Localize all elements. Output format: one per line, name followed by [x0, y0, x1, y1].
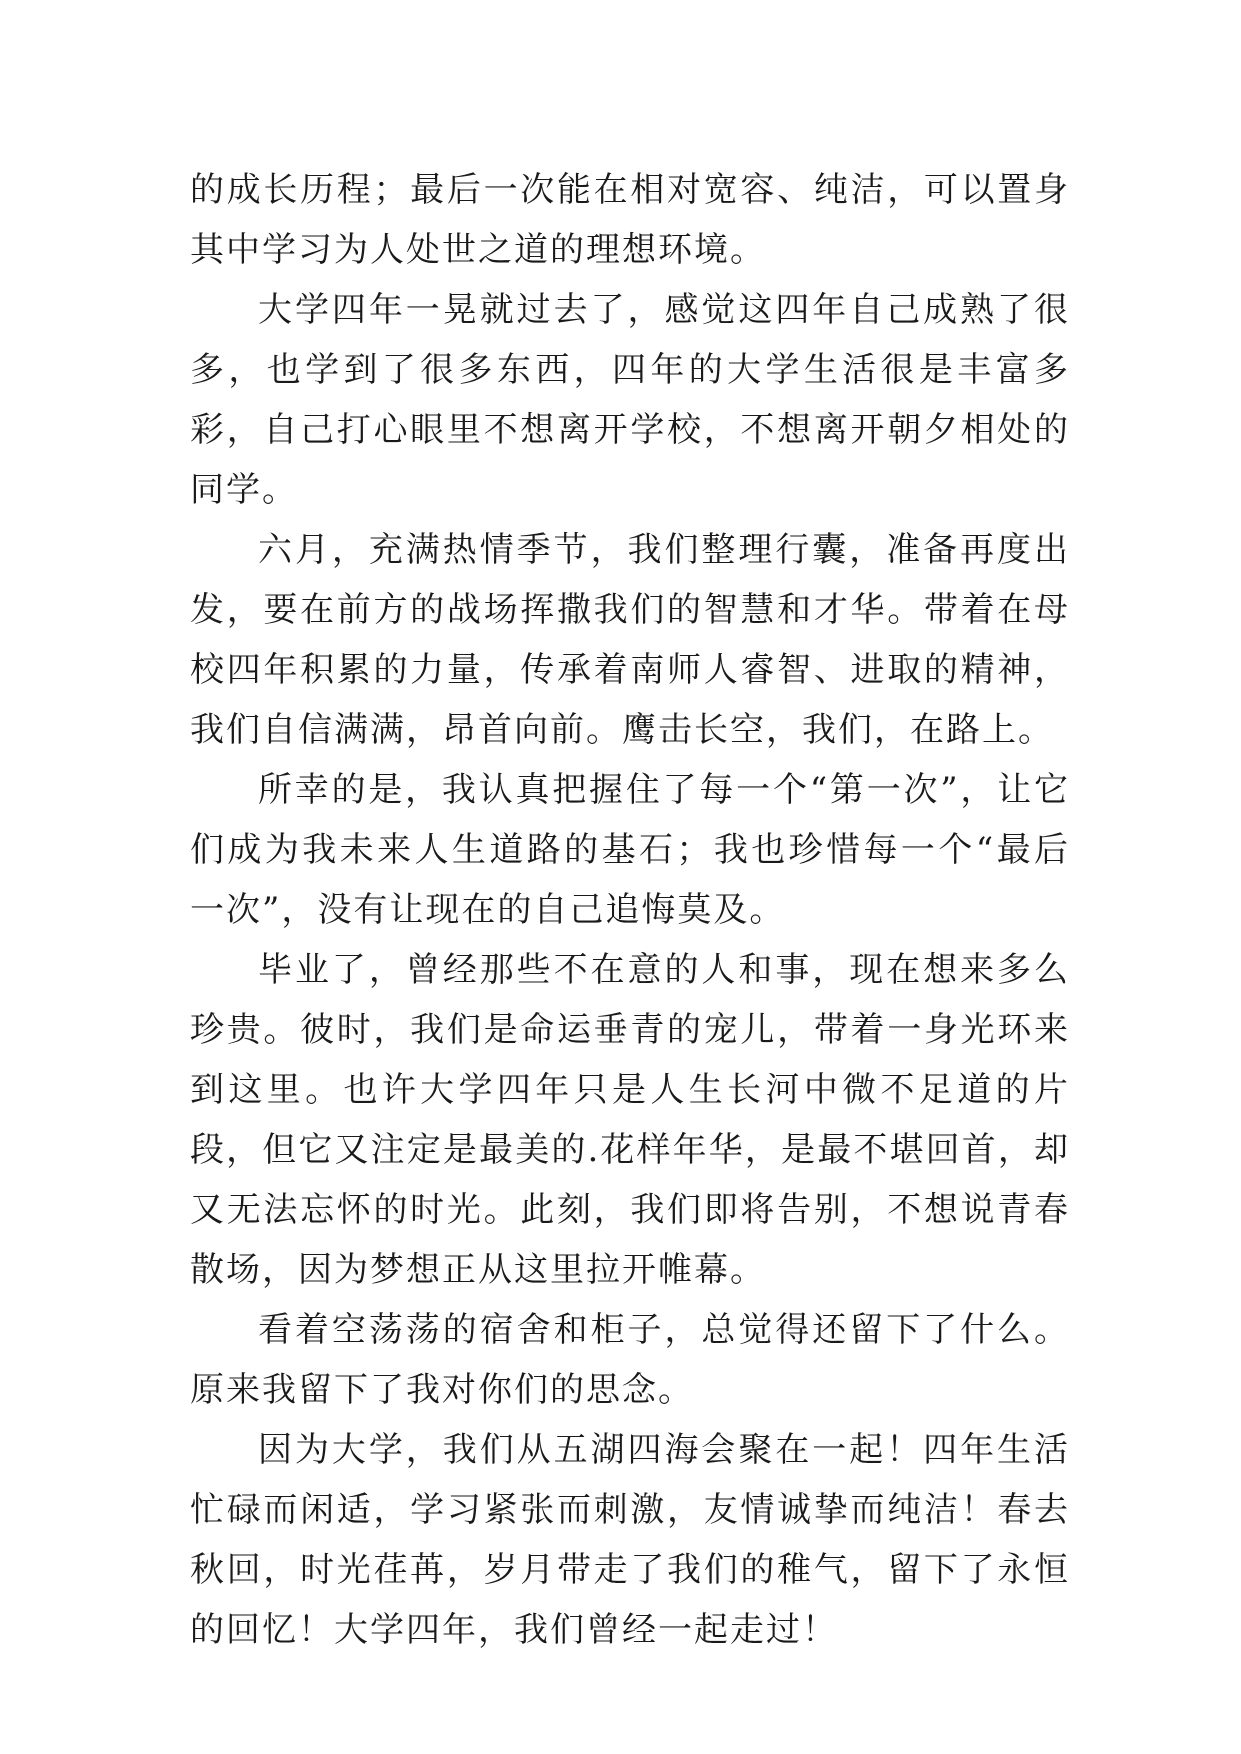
paragraph-6: 看着空荡荡的宿舍和柜子，总觉得还留下了什么。原来我留下了我对你们的思念。	[190, 1310, 1070, 1410]
document-body	[190, 160, 1070, 1660]
paragraph-2: 大学四年一晃就过去了，感觉这四年自己成熟了很多，也学到了很多东西，四年的大学生活很是丰富多彩，自己打心眼里不想离开学校，不想离开朝夕相处的同学。	[190, 290, 1070, 510]
paragraph-4: 所幸的是，我认真把握住了每一个“第一次”，让它们成为我未来人生道路的基石；我也珍惜每一个“最后一次”，没有让现在的自己追悔莫及。	[190, 770, 1070, 930]
paragraph-5: 毕业了，曾经那些不在意的人和事，现在想来多么珍贵。彼时，我们是命运垂青的宠儿，带着一身光环来到这里。也许大学四年只是人生长河中微不足道的片段，但它又注定是最美的.花样年华，是最不堪回首，却又无法忘怀的时光。此刻，我们即将告别，不想说青春散场，因为梦想正从这里拉开帷幕。	[190, 950, 1070, 1290]
paragraph-1: 的成长历程；最后一次能在相对宽容、纯洁，可以置身其中学习为人处世之道的理想环境。	[190, 170, 1070, 270]
paragraph-7: 因为大学，我们从五湖四海会聚在一起！四年生活忙碌而闲适，学习紧张而刺激，友情诚挚而纯洁！春去秋回，时光荏苒，岁月带走了我们的稚气，留下了永恒的回忆！大学四年，我们曾经一起走过！	[190, 1430, 1070, 1650]
paragraph-3: 六月，充满热情季节，我们整理行囊，准备再度出发，要在前方的战场挥撒我们的智慧和才华。带着在母校四年积累的力量，传承着南师人睿智、进取的精神，我们自信满满，昂首向前。鹰击长空，我们，在路上。	[190, 530, 1070, 750]
